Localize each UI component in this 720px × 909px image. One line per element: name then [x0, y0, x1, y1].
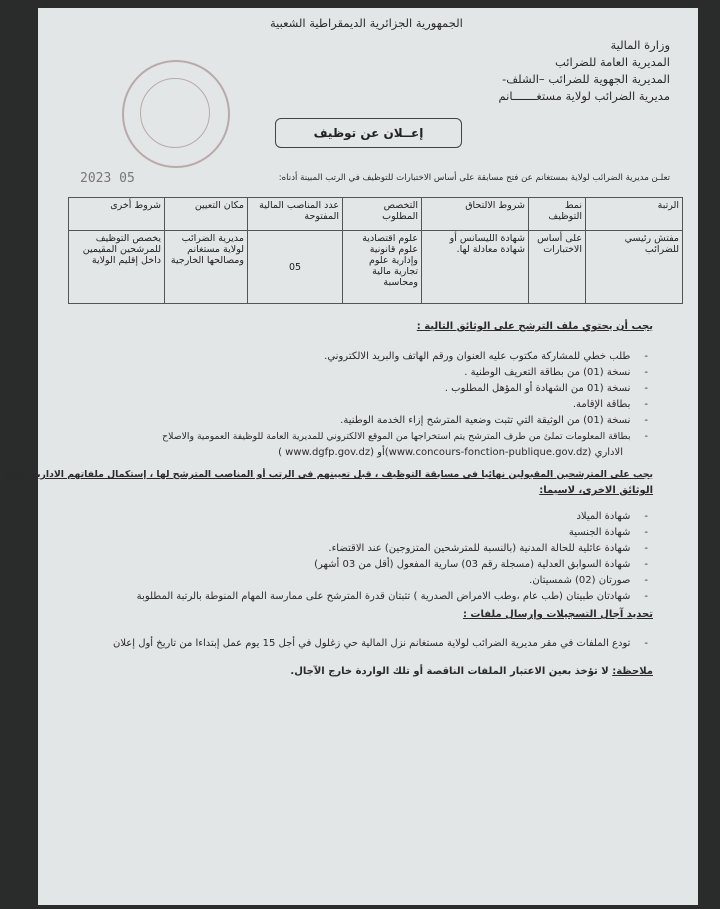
col-conditions: شروط الالتحاق: [422, 198, 529, 231]
cell-location: مديرية الضرائب لولاية مستغانم ومصالحها الخارجية: [165, 231, 248, 304]
col-rank: الرتبة: [586, 198, 683, 231]
org-line: مديرية الضرائب لولاية مستغـــــــانم: [498, 89, 670, 103]
col-other: شروط أخرى: [69, 198, 165, 231]
col-specialty: التخصص المطلوب: [343, 198, 422, 231]
official-stamp: [122, 60, 230, 168]
intro-text: تعلـن مديرية الضرائب لولاية بمستغانم عن فتح مسابقة على أساس الاختبارات للتوظيف في الرتب المبينة أدناه:: [278, 173, 670, 183]
list-item: - بطاقة المعلومات تملئ من طرف المترشح يتم استخراجها من الموقع الالكتروني للمديرية العامة للوظيفة العمومية والاصلاح: [162, 431, 648, 442]
note-text: لا تؤخذ بعين الاعتبار الملفات الناقصة أو تلك الواردة خارج الآجال.: [290, 666, 609, 677]
positions-table: [68, 197, 683, 304]
table-header-row: [69, 198, 683, 231]
list-item: - شهادتان طبيتان (طب عام ،وطب الامراض الصدرية ) تثبتان قدرة المترشح على ممارسة المهام المنوطة بالرتبة المطلوبة: [137, 591, 648, 602]
cell-other: يخصص التوظيف للمرشحين المقيمين داخل إقليم الولاية: [69, 231, 165, 304]
list-item: - بطاقة الإقامة.: [573, 399, 648, 410]
list-item: - شهادة عائلية للحالة المدنية (بالنسبة للمترشحين المتزوجين) عند الاقتضاء.: [328, 543, 648, 554]
org-line: المديرية الجهوية للضرائب –الشلف-: [502, 72, 670, 86]
section2-heading: يجب على المترشحين المقبولين نهائيا في مسابقة التوظيف ، قبل تعيينهم في الرتب أو المناصب المترشح لها ، إستكمال ملفاتهم الادارية بكافة: [4, 469, 653, 480]
table-row: [69, 231, 683, 304]
list-item: - تودع الملفات في مقر مديرية الضرائب لولاية مستغانم نزل المالية حي زغلول في أجل 15 يوم عمل إبتداءا من تاريخ أول إعلان: [113, 638, 648, 649]
cell-positions: 05: [248, 231, 343, 304]
list-item: - نسخة (01) من الوثيقة التي تثبت وضعية المترشح إزاء الخدمة الوطنية.: [340, 415, 648, 426]
section3-heading: تحديد آجال التسجيلات وإرسال ملفات :: [462, 609, 653, 620]
col-location: مكان التعيين: [165, 198, 248, 231]
republic-header: الجمهورية الجزائرية الديمقراطية الشعبية: [270, 16, 463, 30]
cell-mode: على أساس الاختبارات: [529, 231, 586, 304]
org-line: وزارة المالية: [610, 38, 670, 52]
list-item: - شهادة الميلاد: [576, 511, 648, 522]
list-item: - شهادة السوابق العدلية (مسجلة رقم 03) سارية المفعول (أقل من 03 أشهر): [314, 559, 648, 570]
list-item-continued: الاداري (www.concours-fonction-publique.gov.dz)أو (www.dgfp.gov.dz ): [278, 447, 623, 458]
col-positions: عدد المناصب المالية المفتوحة: [248, 198, 343, 231]
section2-heading: الوثائق الاخرى، لاسيما:: [539, 485, 653, 496]
document-page: [4, 8, 698, 905]
document-title: إعــلان عن توظيف: [275, 118, 462, 148]
col-mode: نمط التوظيف: [529, 198, 586, 231]
note-label: ملاحظة:: [612, 666, 653, 677]
section1-heading: يجب أن يحتوي ملف الترشح على الوثائق التالية :: [416, 321, 653, 332]
org-line: المديرية العامة للضرائب: [555, 55, 670, 69]
list-item: - نسخة (01) من بطاقة التعريف الوطنية .: [464, 367, 648, 378]
cell-conditions: شهادة الليسانس أو شهادة معادلة لها.: [422, 231, 529, 304]
cell-rank: مفتش رئيسي للضرائب: [586, 231, 683, 304]
list-item: - شهادة الجنسية: [569, 527, 648, 538]
cell-specialty: علوم اقتصادية علوم قانونية وإدارية علوم تجارية مالية ومحاسبة: [343, 231, 422, 304]
date: 2023 05: [80, 171, 135, 186]
list-item: - نسخة (01 من الشهادة أو المؤهل المطلوب .: [445, 383, 648, 394]
list-item: - صورتان (02) شمسيتان.: [529, 575, 648, 586]
list-item: - طلب خطي للمشاركة مكتوب عليه العنوان ورقم الهاتف والبريد الالكتروني.: [324, 351, 648, 362]
note: [290, 666, 653, 677]
